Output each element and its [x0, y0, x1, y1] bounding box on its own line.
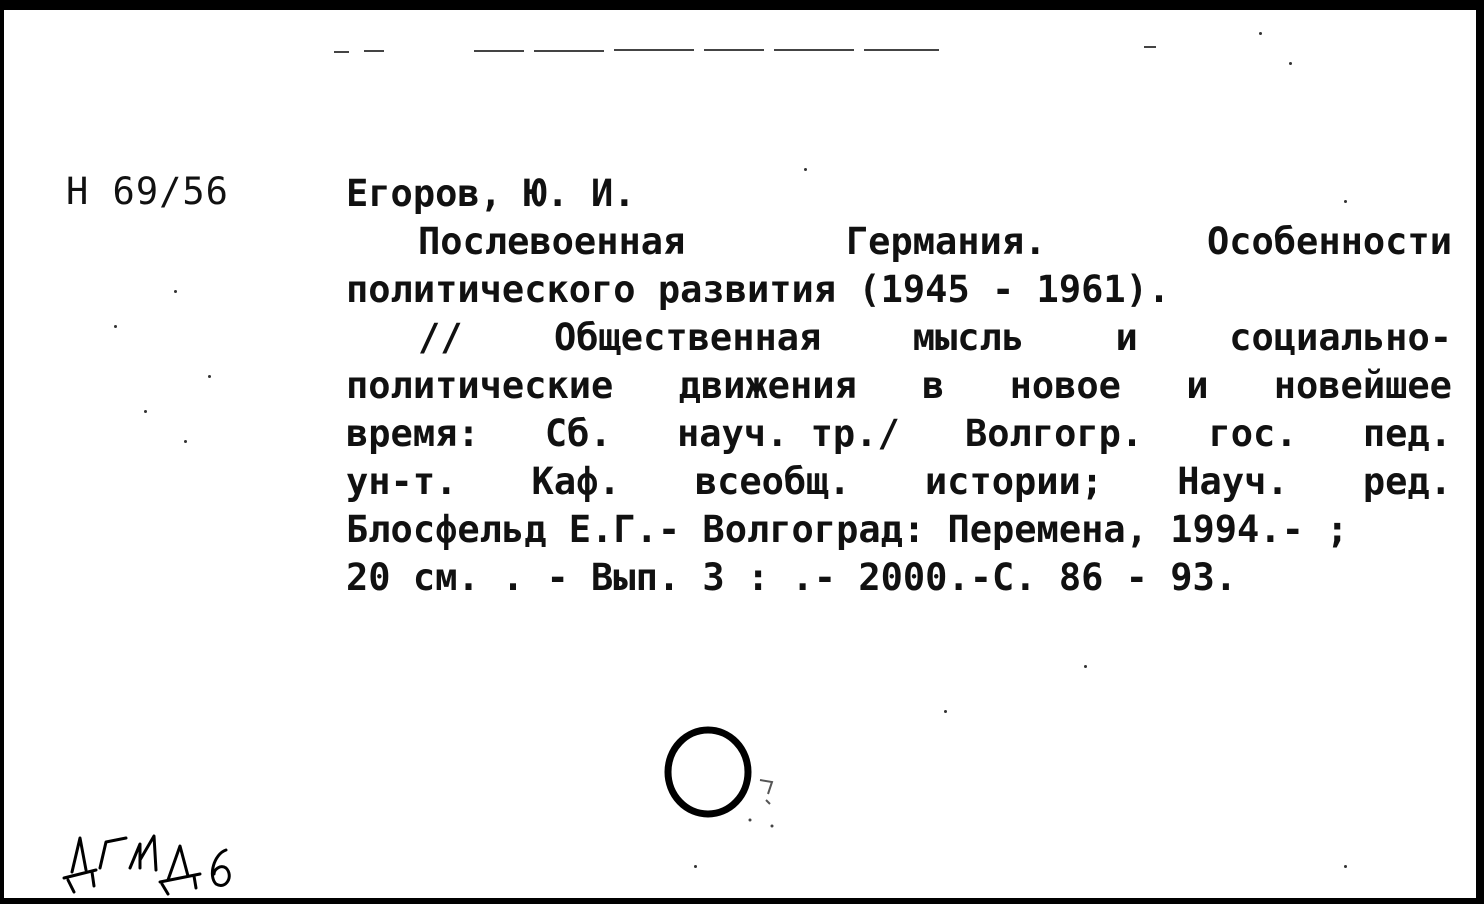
speck	[208, 375, 211, 378]
circle-stamp-icon	[654, 710, 804, 840]
speck	[804, 168, 807, 171]
series-word: и	[1115, 316, 1138, 359]
series-line-2	[346, 362, 1452, 410]
series-word: время:	[346, 412, 480, 455]
series-word: и	[1186, 364, 1209, 407]
series-word: науч. тр./	[676, 412, 900, 455]
series-word: мысль	[912, 316, 1025, 359]
series-word: Каф.	[531, 460, 621, 503]
series-word: политические	[346, 364, 614, 407]
author-line: Егоров, Ю. И.	[346, 172, 636, 215]
handwritten-signature-icon	[44, 820, 284, 900]
series-word: гос.	[1208, 412, 1298, 455]
series-word: новейшее	[1273, 364, 1452, 407]
series-line-1	[346, 314, 1452, 362]
speck	[184, 440, 187, 443]
speck	[144, 410, 147, 413]
series-word: истории;	[924, 460, 1104, 503]
speck	[114, 325, 117, 328]
speck	[1259, 32, 1262, 35]
series-line-6: 20 см. . - Вып. 3 : .- 2000.-С. 86 - 93.	[346, 556, 1238, 599]
speck	[694, 865, 697, 868]
speck	[944, 710, 947, 713]
title-line-2: политического развития (1945 - 1961).	[346, 268, 1171, 311]
title-word: Послевоенная	[418, 220, 686, 263]
speck	[1344, 200, 1347, 203]
title-line-1	[346, 218, 1452, 266]
series-line-4	[346, 458, 1452, 506]
title-word: Особенности	[1206, 220, 1452, 263]
top-dash-marks	[4, 10, 1484, 70]
series-line-5: Блосфельд Е.Г.- Волгоград: Перемена, 1994.- ;	[346, 508, 1349, 551]
bibliographic-entry	[346, 170, 1452, 602]
series-word: ред.	[1362, 460, 1452, 503]
series-word: всеобщ.	[694, 460, 851, 503]
series-word: в	[922, 364, 945, 407]
series-word: пед.	[1362, 412, 1452, 455]
series-word: движения	[678, 364, 857, 407]
call-number: Н 69/56	[66, 170, 229, 213]
series-word: социально-	[1229, 316, 1452, 359]
series-word: Сб.	[544, 412, 612, 455]
series-line-3	[346, 410, 1452, 458]
series-word: новое	[1009, 364, 1121, 407]
series-word: Общественная	[553, 316, 822, 359]
speck	[1344, 865, 1347, 868]
series-word: //	[418, 316, 463, 359]
speck	[174, 290, 177, 293]
speck	[1084, 665, 1087, 668]
series-word: Волгогр.	[965, 412, 1144, 455]
series-word: ун-т.	[346, 460, 458, 503]
title-word: Германия.	[845, 220, 1047, 263]
speck	[1289, 62, 1292, 65]
series-word: Науч.	[1177, 460, 1289, 503]
